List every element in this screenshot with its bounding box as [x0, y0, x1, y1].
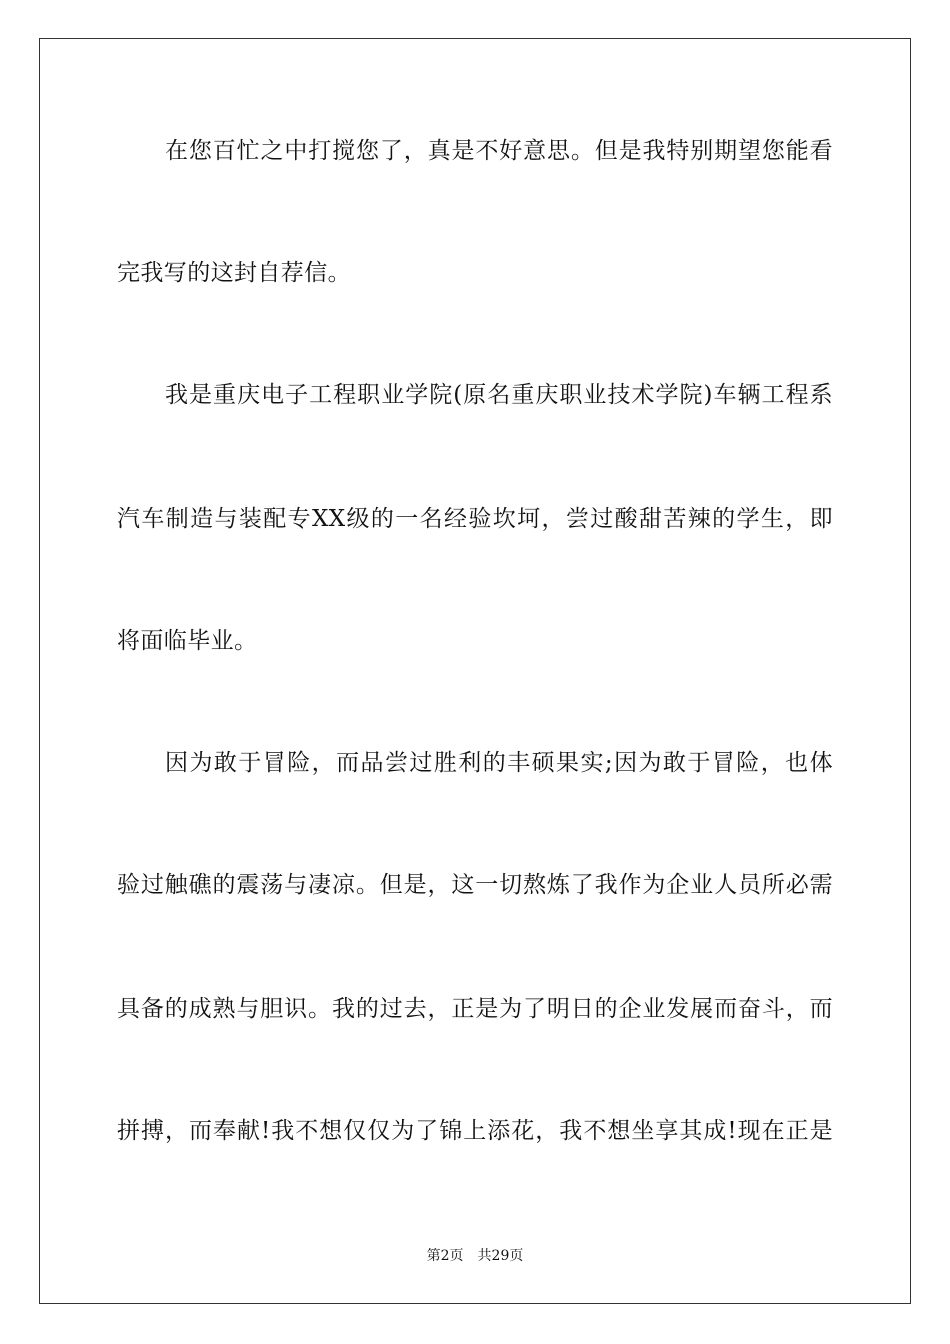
- text-line-7: 验过触礁的震荡与凄凉。但是，这一切熬炼了我作为企业人员所必需: [117, 872, 833, 898]
- text-line-5: 将面临毕业。: [117, 628, 258, 654]
- page-footer: [0, 1246, 950, 1266]
- text-line-3: 我是重庆电子工程职业学院(原名重庆职业技术学院)车辆工程系: [165, 382, 833, 408]
- text-line-6: 因为敢于冒险，而品尝过胜利的丰硕果实;因为敢于冒险，也体: [165, 750, 833, 776]
- page-border: [39, 38, 911, 1304]
- page-total: 共29页: [477, 1248, 524, 1264]
- text-line-2: 完我写的这封自荐信。: [117, 260, 351, 286]
- text-line-9: 拼搏，而奉献!我不想仅仅为了锦上添花，我不想坐享其成!现在正是: [117, 1118, 833, 1144]
- text-line-4: 汽车制造与装配专XX级的一名经验坎坷，尝过酸甜苦辣的学生，即: [117, 506, 833, 532]
- text-line-8: 具备的成熟与胆识。我的过去，正是为了明日的企业发展而奋斗，而: [117, 996, 833, 1022]
- text-line-1: 在您百忙之中打搅您了，真是不好意思。但是我特别期望您能看: [165, 138, 833, 164]
- page-number: 第2页: [426, 1248, 464, 1264]
